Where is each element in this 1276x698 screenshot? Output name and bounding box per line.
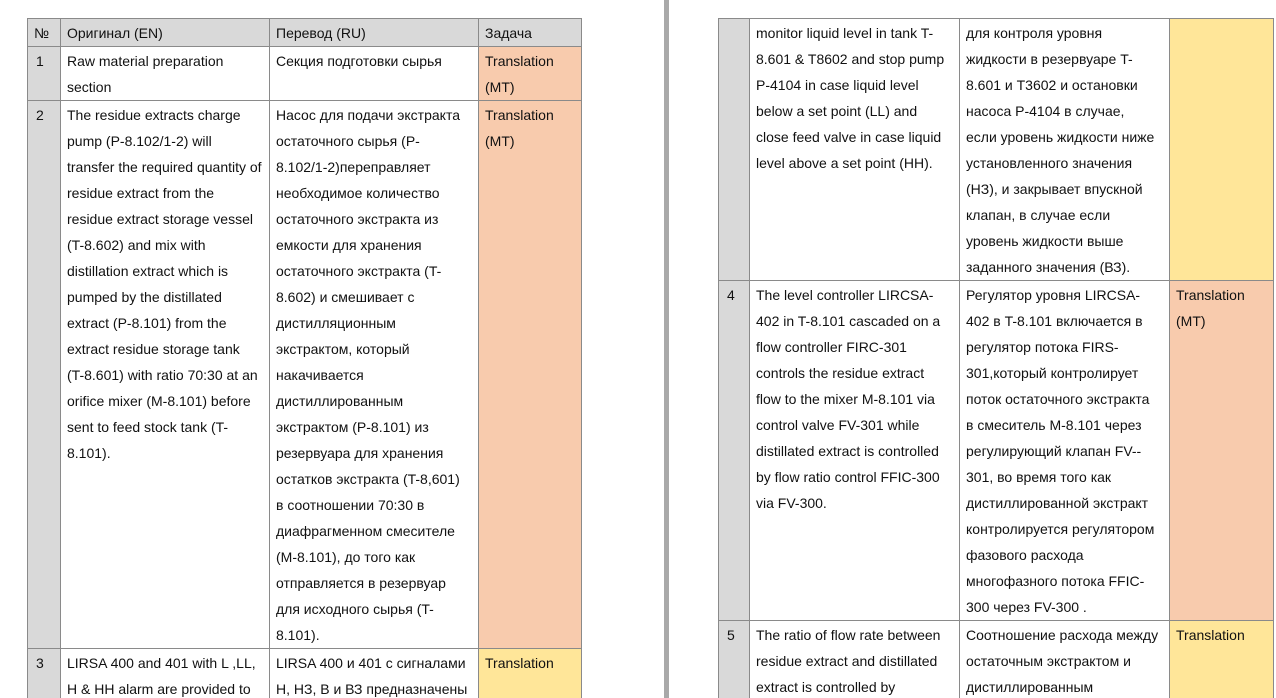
translation-table-left bbox=[27, 18, 582, 698]
row-number: 4 bbox=[719, 281, 750, 621]
row-number: 3 bbox=[28, 649, 61, 698]
original-cell: The residue extracts charge pump (P-8.102/1-2) will transfer the required quantity of residue extract from the residue extract storage vessel (T-8.602) and mix with distillation extract which is pumped by the distillated extract (P-8.101) from the extract residue storage tank (T-8.601) with ratio 70:30 at an orifice mixer (M-8.101) before sent to feed stock tank (T- 8.101). bbox=[61, 101, 270, 649]
table-row bbox=[719, 621, 1274, 698]
table-row bbox=[28, 47, 582, 101]
row-number: 1 bbox=[28, 47, 61, 101]
header-number: № bbox=[28, 19, 61, 47]
original-cell: monitor liquid level in tank T- 8.601 & T8602 and stop pump P-4104 in case liquid level below a set point (LL) and close feed valve in case liquid level above a set point (HH). bbox=[750, 19, 960, 281]
row-number: 5 bbox=[719, 621, 750, 698]
translation-cell: Соотношение расхода между остаточным экстрактом и дистиллированным bbox=[960, 621, 1170, 698]
row-number bbox=[719, 19, 750, 281]
task-cell: Translation (MT) bbox=[1170, 281, 1274, 621]
document-page-right bbox=[670, 0, 1276, 698]
header-translation: Перевод (RU) bbox=[270, 19, 479, 47]
table-header-row bbox=[28, 19, 582, 47]
original-cell: The level controller LIRCSA- 402 in T-8.101 cascaded on a flow controller FIRC-301 controls the residue extract flow to the mixer M-8.101 via control valve FV-301 while distillated extract is controlled by flow ratio control FFIC-300 via FV-300. bbox=[750, 281, 960, 621]
translation-cell: LIRSA 400 и 401 с сигналами Н, НЗ, В и ВЗ предназначены bbox=[270, 649, 479, 698]
header-task: Задача bbox=[479, 19, 582, 47]
table-row bbox=[28, 101, 582, 649]
page-divider bbox=[664, 0, 669, 698]
table-row bbox=[28, 649, 582, 698]
row-number: 2 bbox=[28, 101, 61, 649]
table-row bbox=[719, 19, 1274, 281]
task-cell: Translation (MT) bbox=[479, 101, 582, 649]
table-row bbox=[719, 281, 1274, 621]
task-cell: Translation bbox=[1170, 621, 1274, 698]
translation-table-right bbox=[718, 18, 1274, 698]
translation-cell: Секция подготовки сырья bbox=[270, 47, 479, 101]
translation-cell: Регулятор уровня LIRCSA- 402 в T-8.101 включается в регулятор потока FIRS- 301,который контролирует поток остаточного экстракта в смеситель M-8.101 через регулирующий клапан FV-- 301, во время того как дистиллированной экстракт контролируется регулятором фазового расхода многофазного потока FFIC- 300 через FV-300 . bbox=[960, 281, 1170, 621]
header-original: Оригинал (EN) bbox=[61, 19, 270, 47]
translation-cell: Насос для подачи экстракта остаточного сырья (P- 8.102/1-2)переправляет необходимое количество остаточного экстракта из емкости для хранения остаточного экстракта (T- 8.602) и смешивает с дистилляционным экстрактом, который накачивается дистиллированным экстрактом (P-8.101) из резервуара для хранения остатков экстракта (T-8,601) в соотношении 70:30 в диафрагменном смесителе (M-8.101), до того как отправляется в резервуар для исходного сырья (T- 8.101). bbox=[270, 101, 479, 649]
original-cell: Raw material preparation section bbox=[61, 47, 270, 101]
original-cell: The ratio of flow rate between residue extract and distillated extract is controlled by bbox=[750, 621, 960, 698]
task-cell bbox=[1170, 19, 1274, 281]
task-cell: Translation bbox=[479, 649, 582, 698]
translation-cell: для контроля уровня жидкости в резервуаре T- 8.601 и T3602 и остановки насоса P-4104 в случае, если уровень жидкости ниже установленного значения (НЗ), и закрывает впускной клапан, в случае если уровень жидкости выше заданного значения (ВЗ). bbox=[960, 19, 1170, 281]
task-cell: Translation (MT) bbox=[479, 47, 582, 101]
original-cell: LIRSA 400 and 401 with L ,LL, H & HH alarm are provided to bbox=[61, 649, 270, 698]
